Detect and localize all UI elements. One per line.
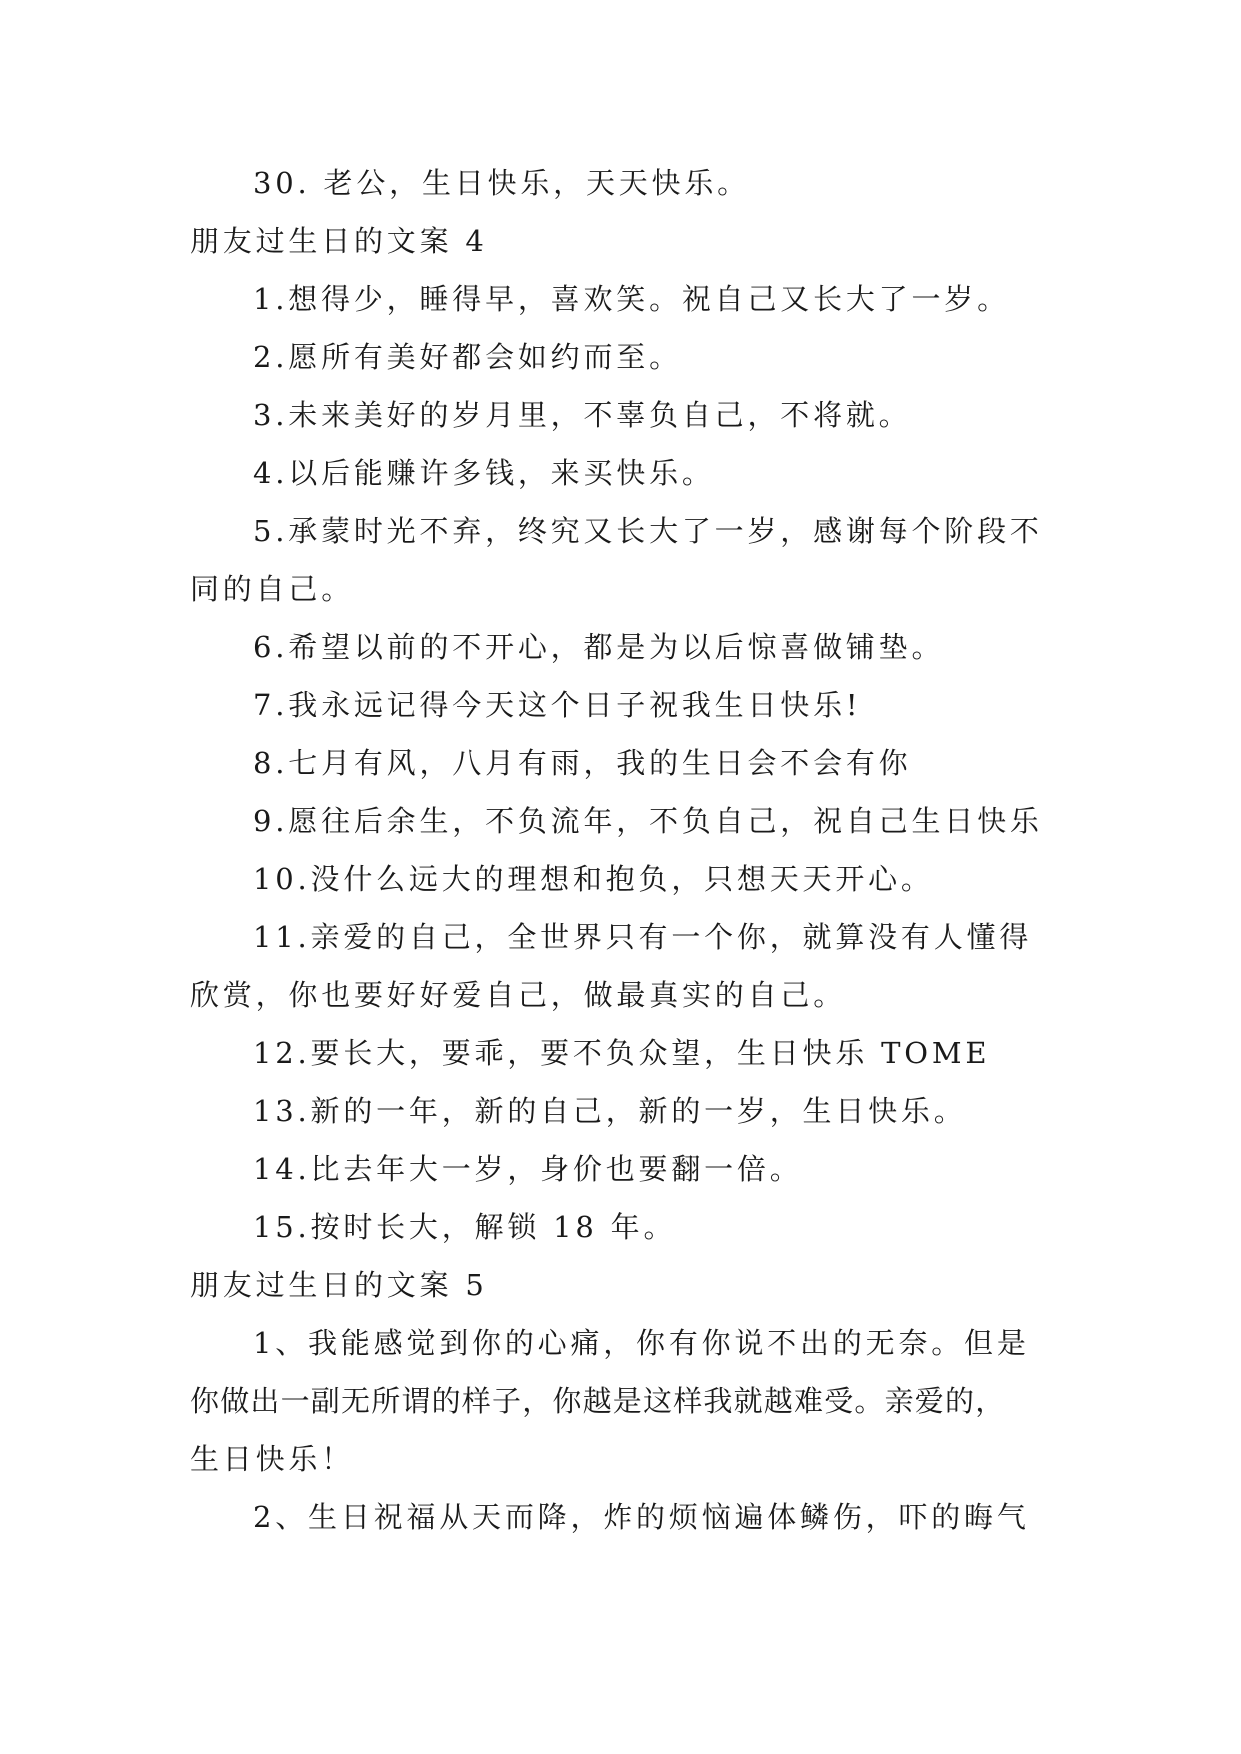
list-item: 2、生日祝福从天而降，炸的烦恼遍体鳞伤，吓的晦气	[253, 1500, 1030, 1534]
list-item: 11.亲爱的自己，全世界只有一个你，就算没有人懂得	[253, 920, 1033, 954]
list-item: 4.以后能赚许多钱，来买快乐。	[253, 456, 715, 490]
list-item: 12.要长大，要乖，要不负众望，生日快乐 TOME	[253, 1036, 991, 1070]
list-item: 3.未来美好的岁月里，不辜负自己，不将就。	[253, 398, 912, 432]
list-item: 1.想得少，睡得早，喜欢笑。祝自己又长大了一岁。	[253, 282, 1010, 316]
list-item-continuation: 你做出一副无所谓的样子，你越是这样我就越难受。亲爱的，	[190, 1384, 1006, 1418]
list-item: 15.按时长大，解锁 18 年。	[253, 1210, 677, 1244]
list-item: 30. 老公，生日快乐，天天快乐。	[253, 166, 750, 200]
list-item: 10.没什么远大的理想和抱负，只想天天开心。	[253, 862, 934, 896]
list-item-continuation: 生日快乐！	[190, 1442, 355, 1476]
section-heading: 朋友过生日的文案 5	[190, 1268, 488, 1302]
list-item: 5.承蒙时光不弃，终究又长大了一岁，感谢每个阶段不	[253, 514, 1043, 548]
list-item: 7.我永远记得今天这个日子祝我生日快乐!	[253, 688, 862, 722]
list-item: 6.希望以前的不开心，都是为以后惊喜做铺垫。	[253, 630, 945, 664]
list-item: 8.七月有风，八月有雨，我的生日会不会有你	[253, 746, 912, 780]
list-item: 9.愿往后余生，不负流年，不负自己，祝自己生日快乐	[253, 804, 1043, 838]
list-item-continuation: 同的自己。	[190, 572, 355, 606]
list-item: 14.比去年大一岁，身价也要翻一倍。	[253, 1152, 803, 1186]
list-item: 1、我能感觉到你的心痛，你有你说不出的无奈。但是	[253, 1326, 1030, 1360]
section-heading: 朋友过生日的文案 4	[190, 224, 488, 258]
list-item-continuation: 欣赏，你也要好好爱自己，做最真实的自己。	[190, 978, 847, 1012]
list-item: 13.新的一年，新的自己，新的一岁，生日快乐。	[253, 1094, 967, 1128]
list-item: 2.愿所有美好都会如约而至。	[253, 340, 682, 374]
